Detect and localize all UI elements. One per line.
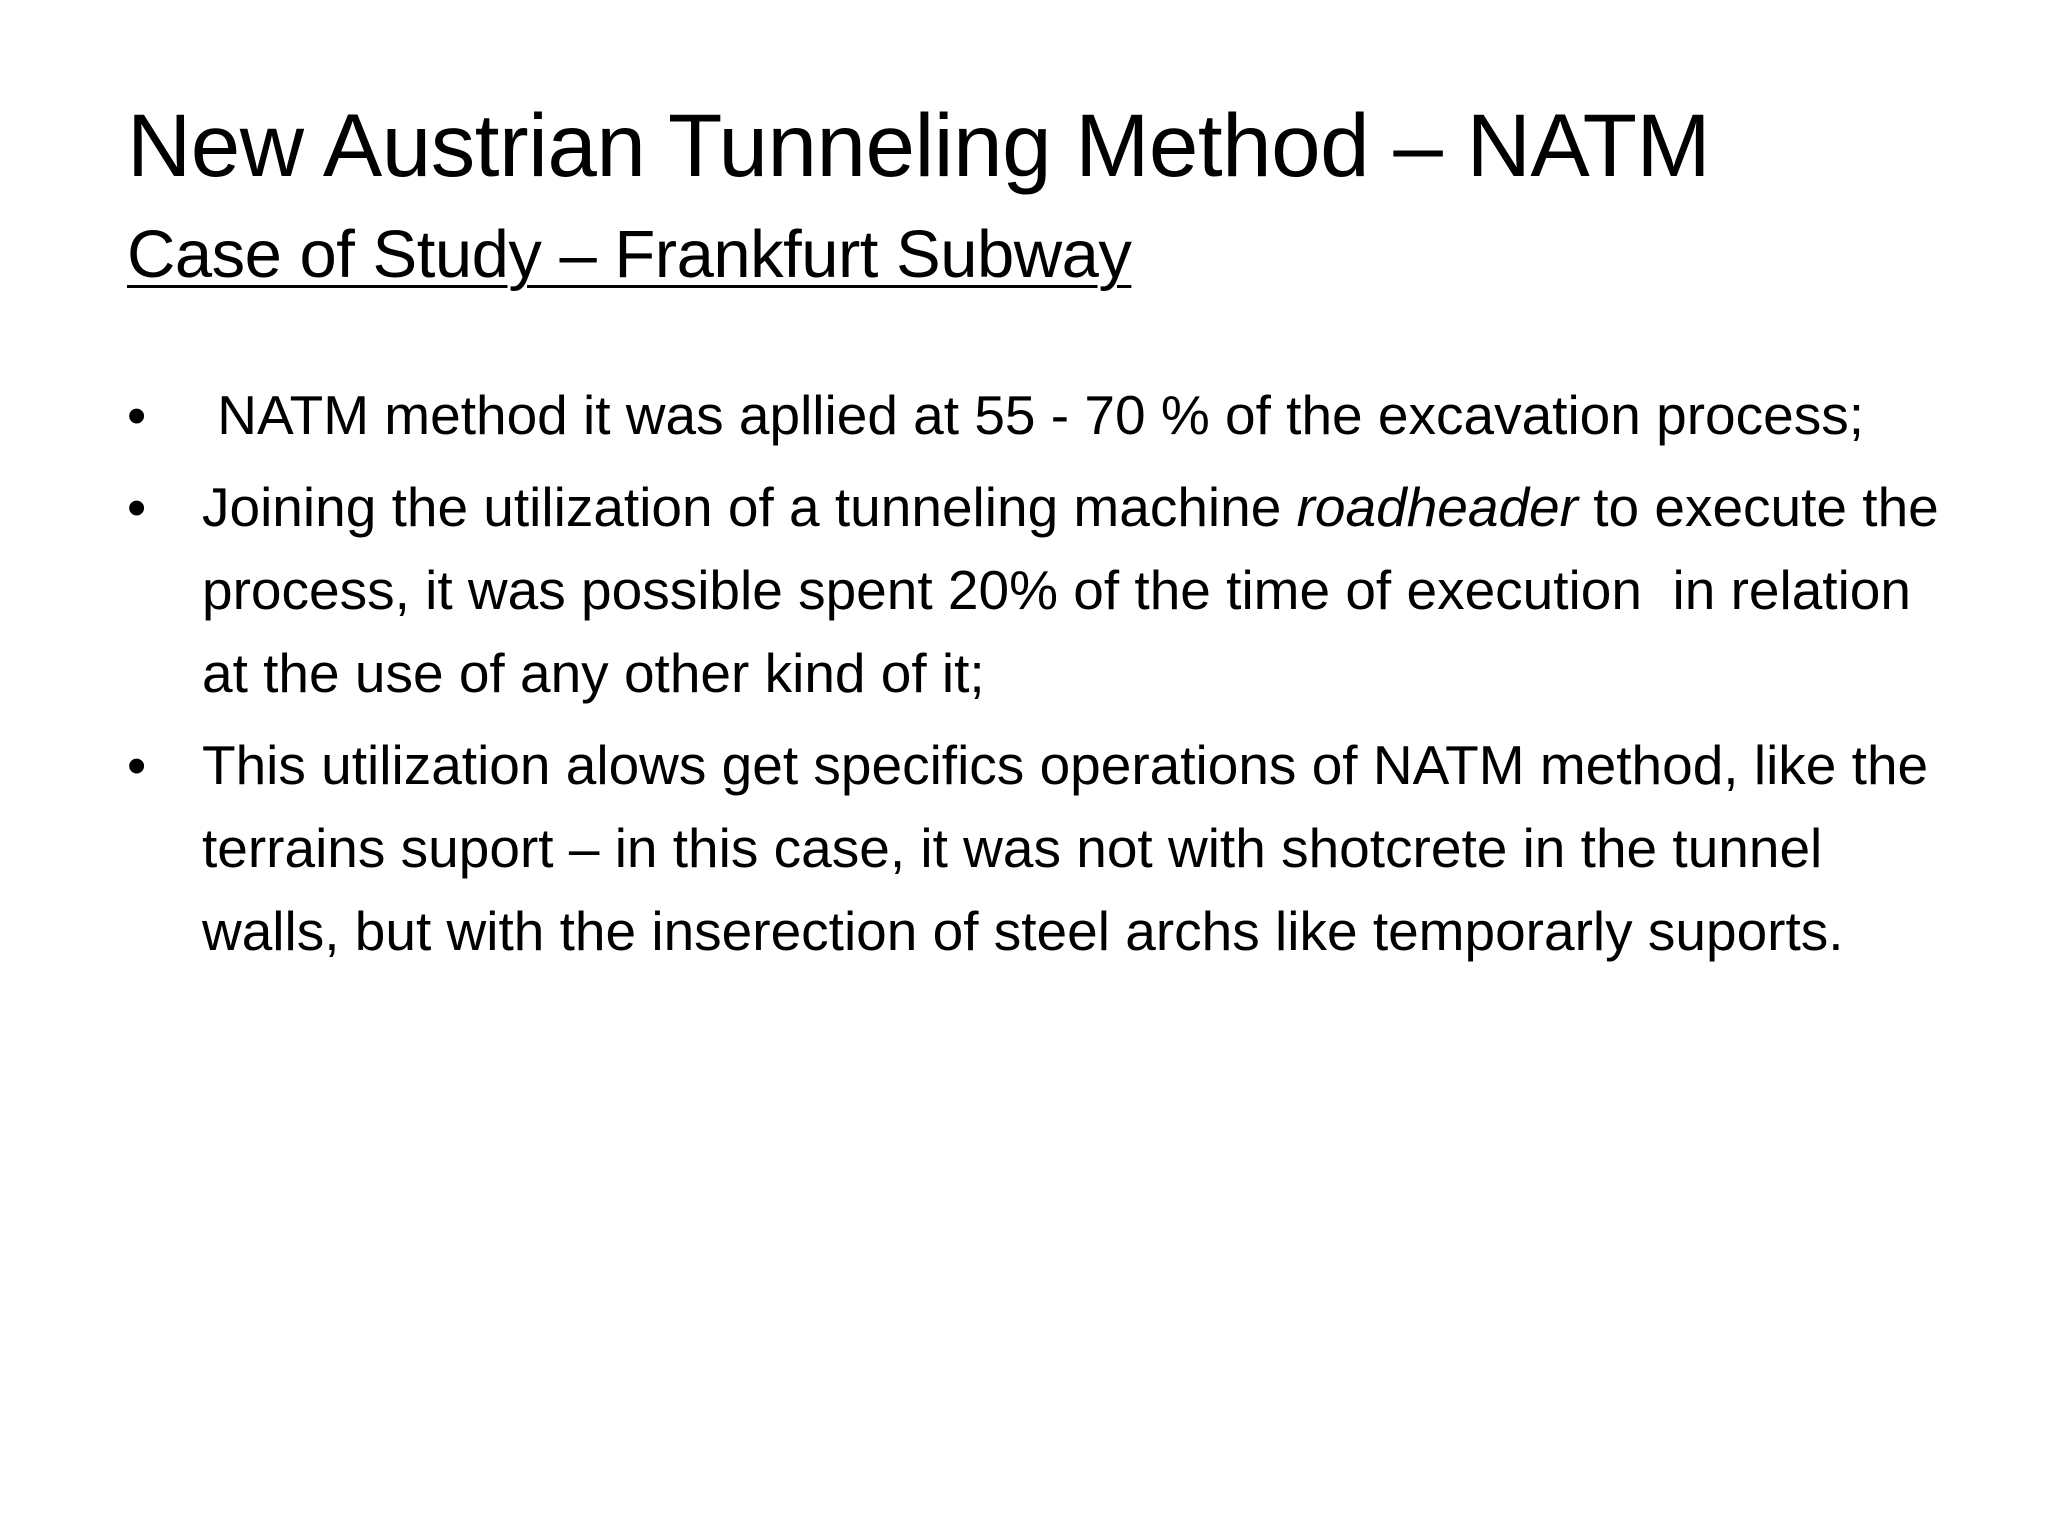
slide-subtitle: Case of Study – Frankfurt Subway xyxy=(127,217,1132,292)
bullet-text-part: Joining the utilization of a tunneling machine xyxy=(202,476,1297,538)
bullet-text: This utilization alows get specifics operations of NATM method, like the terrains suport – in this case, it was not with shotcrete in the tunnel walls, but with the inserection of steel archs like temporarly suports. xyxy=(202,734,1944,962)
bullet-icon: • xyxy=(127,476,147,538)
bullet-text-italic: roadheader xyxy=(1296,476,1578,538)
bullet-item xyxy=(127,724,1957,973)
bullet-item xyxy=(127,374,1957,457)
bullet-text: NATM method it was apllied at 55 - 70 % of the excavation process; xyxy=(202,384,1865,446)
slide-title: New Austrian Tunneling Method – NATM xyxy=(127,95,1711,195)
bullet-icon: • xyxy=(127,734,147,796)
bullet-item xyxy=(127,466,1957,715)
bullet-text xyxy=(202,466,1957,715)
bullet-list xyxy=(127,374,1957,982)
bullet-text-part: to execute the process, it was possible spent 20% of the time of execution in relation at the use of any other kind of it; xyxy=(202,476,1955,704)
bullet-icon: • xyxy=(127,384,147,446)
